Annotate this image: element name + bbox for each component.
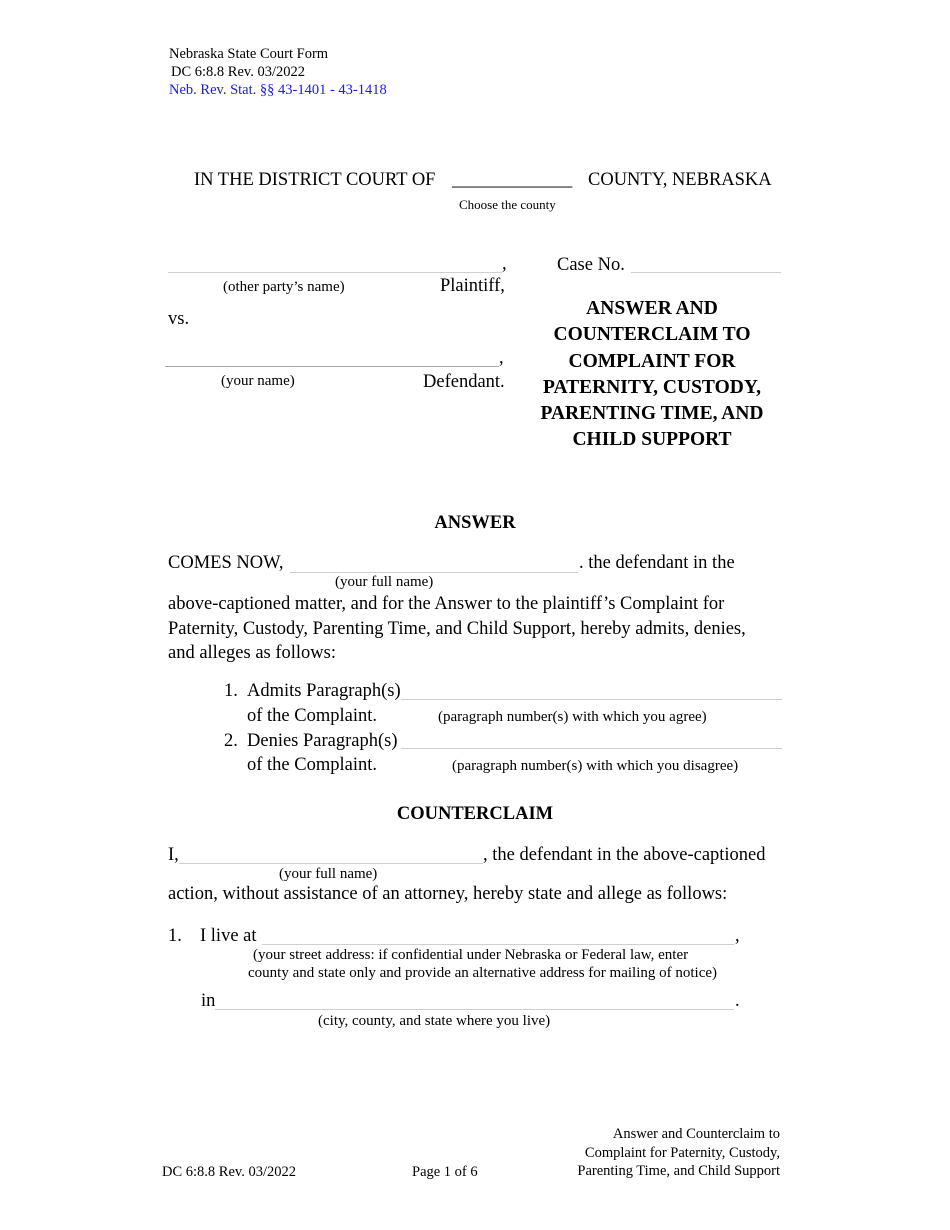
- counterclaim-name-input[interactable]: [179, 863, 483, 864]
- form-number: DC 6:8.8 Rev. 03/2022: [171, 64, 305, 80]
- defendant-name-hint: (your name): [221, 373, 295, 389]
- denies-sub: of the Complaint.: [247, 755, 377, 775]
- counterclaim-after-name: , the defendant in the above-captioned: [483, 845, 766, 865]
- admits-sub: of the Complaint.: [247, 706, 377, 726]
- counterclaim-name-hint: (your full name): [279, 866, 378, 882]
- in-label: in: [201, 991, 216, 1011]
- address-hint-line1: (your street address: if confidential under Nebraska or Federal law, enter: [253, 947, 689, 963]
- counterclaim-i-label: I,: [168, 845, 179, 865]
- item1-comma: ,: [735, 926, 740, 946]
- item1-number: 1.: [168, 926, 182, 946]
- footer-title-line3: Parenting Time, and Child Support: [577, 1163, 780, 1180]
- plaintiff-name-input[interactable]: [168, 272, 502, 273]
- statute-link[interactable]: Neb. Rev. Stat. §§ 43-1401 - 43-1418: [169, 82, 387, 98]
- footer-title-line2: Complaint for Paternity, Custody,: [584, 1144, 780, 1161]
- answer-name-hint: (your full name): [335, 574, 434, 590]
- answer-after-name: . the defendant in the: [579, 553, 735, 573]
- counterclaim-line2: action, without assistance of an attorney, hereby state and allege as follows:: [168, 884, 728, 904]
- address-hint-line2: county and state only and provide an alternative address for mailing of notice): [248, 965, 718, 981]
- footer-page-number: Page 1 of 6: [412, 1164, 478, 1180]
- footer-form-number: DC 6:8.8 Rev. 03/2022: [162, 1164, 296, 1180]
- case-no-label: Case No.: [557, 255, 625, 275]
- answer-heading: ANSWER: [434, 513, 516, 533]
- court-prefix: IN THE DISTRICT COURT OF: [194, 170, 436, 190]
- plaintiff-comma: ,: [502, 254, 507, 274]
- defendant-comma: ,: [499, 348, 504, 368]
- plaintiff-name-hint: (other party’s name): [223, 279, 345, 295]
- denies-hint: (paragraph number(s) with which you disagree): [452, 758, 739, 774]
- answer-name-input[interactable]: [290, 572, 578, 573]
- footer-title: [520, 1125, 780, 1181]
- form-name: Nebraska State Court Form: [169, 46, 329, 62]
- admits-label: Admits Paragraph(s): [247, 681, 401, 701]
- item1-label: I live at: [200, 926, 257, 946]
- case-no-input[interactable]: [631, 272, 781, 273]
- comes-now-label: COMES NOW,: [168, 553, 284, 573]
- answer-paragraph: above-captioned matter, and for the Answer to the plaintiff’s Complaint for Paternity, Custody, Parenting Time, and Child Support, hereby admits, denies, and alleges as follows:: [168, 594, 746, 663]
- court-suffix: COUNTY, NEBRASKA: [588, 170, 772, 190]
- denies-label: Denies Paragraph(s): [247, 731, 398, 751]
- denies-number: 2.: [224, 731, 238, 751]
- plaintiff-label: Plaintiff,: [440, 276, 505, 296]
- counterclaim-heading: COUNTERCLAIM: [396, 804, 554, 824]
- defendant-name-input[interactable]: [165, 366, 499, 367]
- defendant-label: Defendant.: [423, 372, 505, 392]
- admits-number: 1.: [224, 681, 238, 701]
- admits-paragraphs-input[interactable]: [401, 699, 782, 700]
- in-period: .: [735, 991, 740, 1011]
- city-hint: (city, county, and state where you live): [318, 1013, 551, 1029]
- document-title: ANSWER AND COUNTERCLAIM TO COMPLAINT FOR PATERNITY, CUSTODY, PARENTING TIME, AND CHILD SUPPORT: [540, 298, 764, 451]
- vs-label: vs.: [168, 309, 190, 329]
- admits-hint: (paragraph number(s) with which you agree): [438, 709, 707, 725]
- footer-title-line1: Answer and Counterclaim to: [612, 1126, 780, 1142]
- street-address-input[interactable]: [262, 944, 734, 945]
- county-hint: Choose the county: [459, 197, 556, 212]
- county-select[interactable]: _____________: [452, 170, 573, 190]
- city-county-state-input[interactable]: [215, 1009, 734, 1010]
- denies-paragraphs-input[interactable]: [401, 748, 782, 749]
